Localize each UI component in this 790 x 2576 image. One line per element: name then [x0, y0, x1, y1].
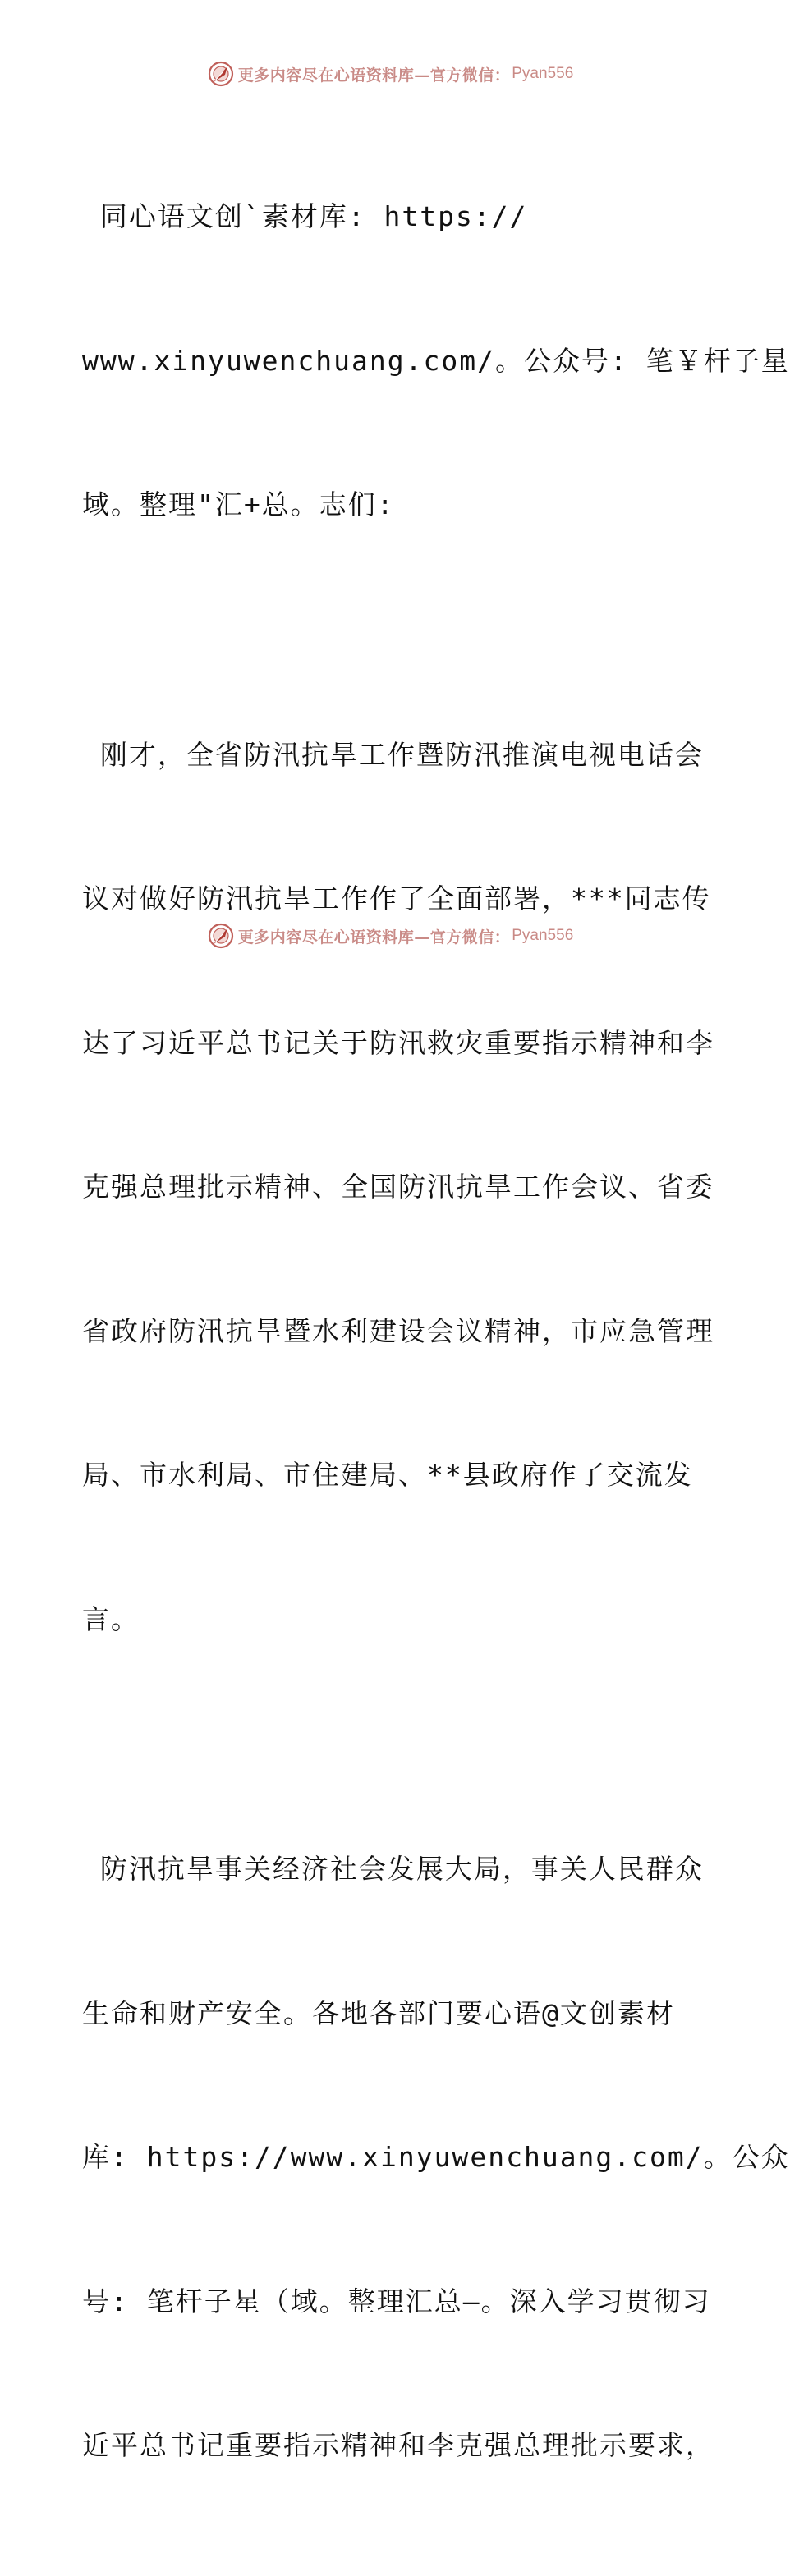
text-line: 域。整理"汇+总。志们: — [82, 488, 395, 520]
text-line: 库: https://www.xinyuwenchuang.com/。公众 — [82, 2141, 790, 2173]
paragraph-2 — [82, 635, 714, 1740]
feather-quill-icon — [207, 922, 235, 950]
text-line: 达了习近平总书记关于防汛救灾重要指示精神和李 — [82, 1026, 714, 1059]
text-line: 刚才，全省防汛抗旱工作暨防汛推演电视电话会 — [82, 738, 704, 771]
text-line: 克强总理批示精神、全国防汛抗旱工作会议、省委 — [82, 1171, 714, 1203]
header-banner — [0, 57, 780, 90]
text-line: 议对做好防汛抗旱工作作了全面部署，***同志传 — [82, 882, 711, 914]
text-line: 省政府防汛抗旱暨水利建设会议精神，市应急管理 — [82, 1314, 714, 1347]
text-line: 号: 笔杆子星（域。整理汇总—。深入学习贯彻习 — [82, 2285, 711, 2317]
text-line: 局、市水利局、市住建局、**县政府作了交流发 — [82, 1459, 693, 1491]
text-line: 防汛抗旱事关经济社会发展大局，事关人民群众 — [82, 1853, 704, 1885]
footer-wechat-id: Pyan556 — [512, 927, 574, 944]
text-line: 言。 — [82, 1602, 140, 1635]
paragraph-1 — [82, 97, 790, 626]
footer-banner — [0, 919, 780, 952]
footer-ad-text: 更多内容尽在心语资料库—官方微信： — [237, 928, 511, 947]
text-line: 生命和财产安全。各地各部门要心语@文创素材 — [82, 1996, 675, 2029]
header-wechat-id: Pyan556 — [512, 65, 574, 82]
feather-quill-icon — [207, 60, 235, 88]
header-ad-text: 更多内容尽在心语资料库—官方微信： — [237, 66, 511, 85]
document-body — [82, 97, 790, 2576]
text-line: 近平总书记重要指示精神和李克强总理批示要求， — [82, 2429, 714, 2461]
paragraph-3 — [82, 1749, 790, 2566]
text-line: www.xinyuwenchuang.com/。公众号: 笔￥杆子星 — [82, 344, 790, 377]
text-line: 同心语文创`素材库: https:// — [82, 200, 528, 232]
